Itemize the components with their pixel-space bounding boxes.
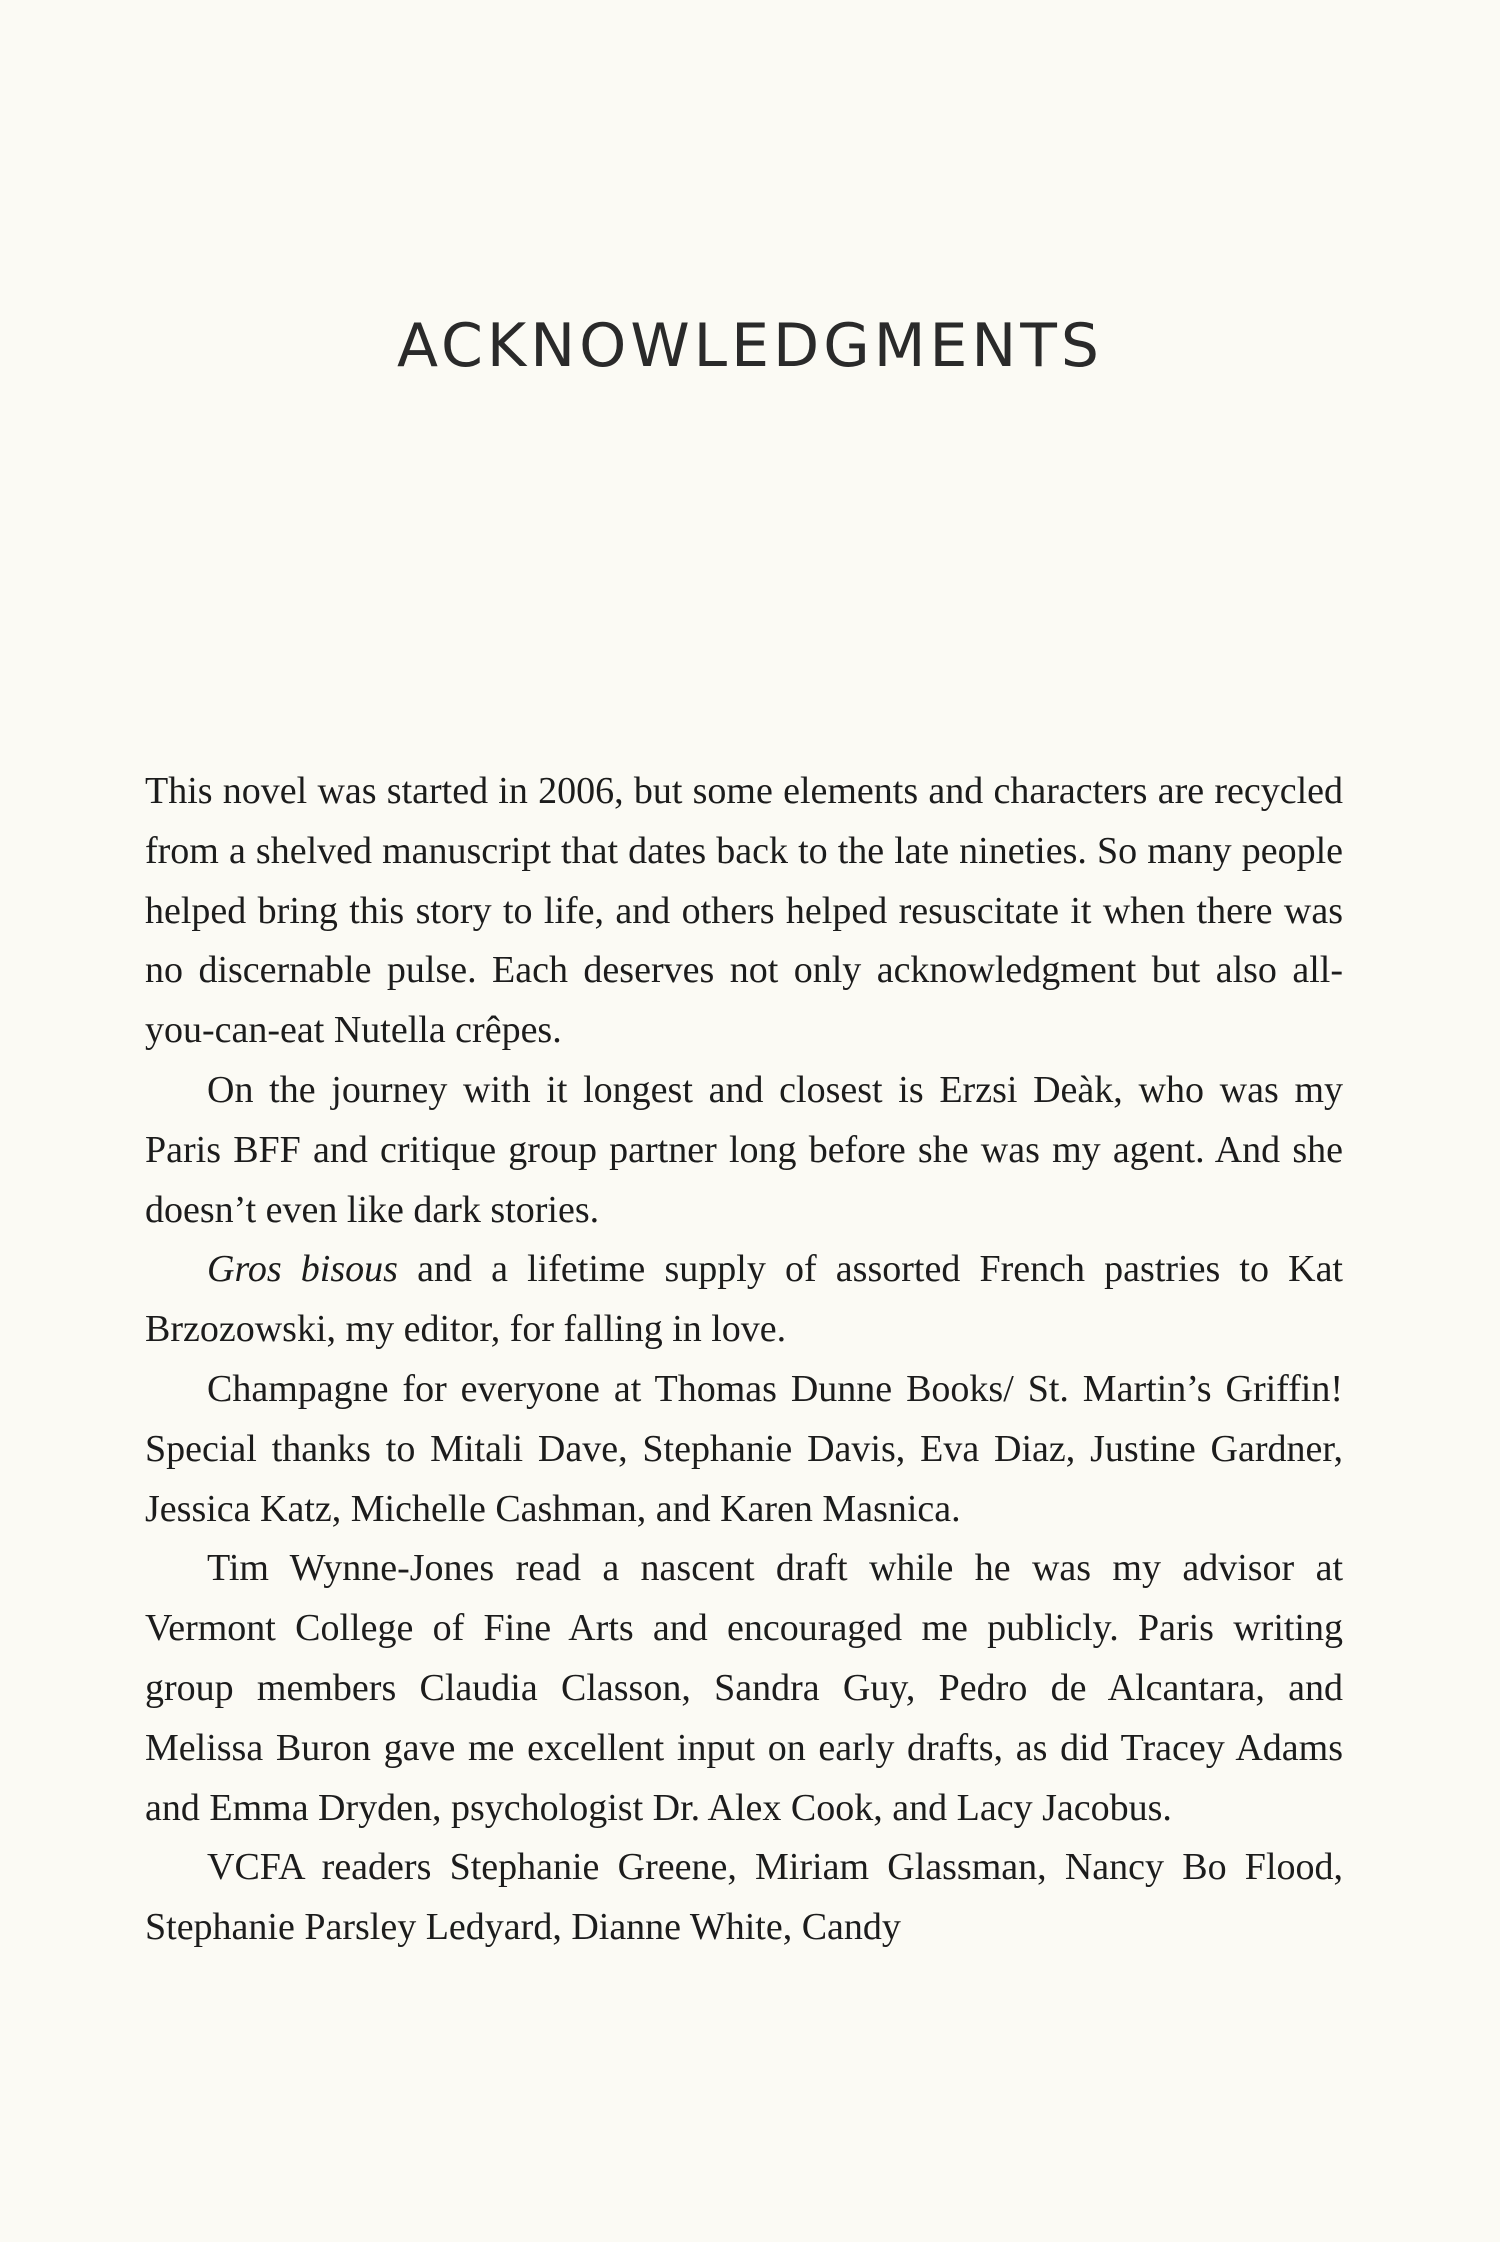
paragraph-3 — [145, 1240, 1343, 1360]
paragraph-1: This novel was started in 2006, but some elements and characters are recycled from a shelved manuscript that dates back to the late nineties. So many people helped bring this story to life, and others helped resuscitate it when there was no discernable pulse. Each deserves not only acknowledgment but also all-you-can-eat Nutella crêpes. — [145, 770, 1343, 1052]
paragraph-3-italic: Gros bisous — [207, 1248, 398, 1291]
paragraph-5: Tim Wynne-Jones read a nascent draft while he was my advisor at Vermont College of Fine Arts and encouraged me publicly. Paris writing group members Claudia Classon, Sandra Guy, Pedro de Alcantara, and Melissa Buron gave me excellent input on early drafts, as did Tracey Adams and Emma Dryden, psychologist Dr. Alex Cook, and Lacy Jacobus. — [145, 1547, 1343, 1829]
acknowledgments-body — [145, 762, 1343, 1958]
paragraph-3-text: and a lifetime supply of assorted French pastries to Kat Brzozowski, my editor, for falling in love. — [145, 1248, 1343, 1351]
paragraph-4: Champagne for everyone at Thomas Dunne Books/ St. Martin’s Griffin! Special thanks to Mitali Dave, Stephanie Davis, Eva Diaz, Justine Gardner, Jessica Katz, Michelle Cashman, and Karen Masnica. — [145, 1367, 1343, 1530]
page-heading: ACKNOWLEDGMENTS — [397, 311, 1103, 381]
paragraph-6: VCFA readers Stephanie Greene, Miriam Glassman, Nancy Bo Flood, Stephanie Parsley Ledyard, Dianne White, Candy — [145, 1846, 1343, 1949]
paragraph-2: On the journey with it longest and closest is Erzsi Deàk, who was my Paris BFF and critique group partner long before she was my agent. And she doesn’t even like dark stories. — [145, 1068, 1343, 1231]
